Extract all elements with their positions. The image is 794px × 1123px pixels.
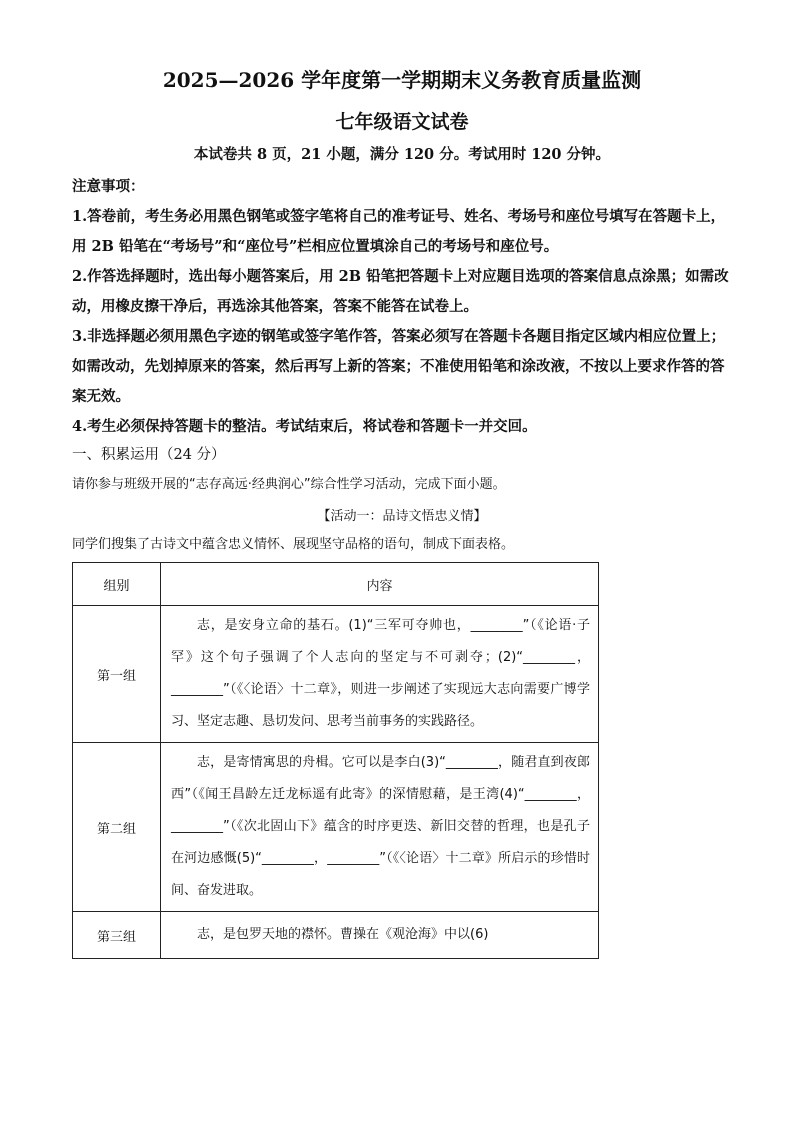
section-intro: 请你参与班级开展的“志存高远·经典润心”综合性学习活动，完成下面小题。 <box>72 477 506 492</box>
group-cell: 第三组 <box>73 912 161 959</box>
exam-subtitle: 七年级语文试卷 <box>335 111 469 133</box>
note-item: 3.非选择题必须用黑色字迹的钢笔或签字笔作答，答案必须写在答题卡各题目指定区域内相应位置上；如需改动，先划掉原来的答案，然后再写上新的答案；不准使用铅笔和涂改液，不按以上要求作答的答案无效。 <box>72 328 726 405</box>
group-cell: 第二组 <box>73 743 161 912</box>
header-content: 内容 <box>161 563 599 606</box>
exam-page <box>72 66 732 959</box>
exam-info: 本试卷共 8 页，21 小题，满分 120 分。考试用时 120 分钟。 <box>193 146 611 163</box>
table-row <box>73 743 599 912</box>
content-cell: 志，是安身立命的基石。(1)“三军可夺帅也，________”（《论语·子罕》这个句子强调了个人志向的坚定与不可剥夺；(2)“________，________”（《〈论语〉十二章》，则进一步阐述了实现远大志向需要广博学习、坚定志趣、恳切发问、思考当前事务的实践路径。 <box>161 606 599 743</box>
note-item: 4.考生必须保持答题卡的整洁。考试结束后，将试卷和答题卡一并交回。 <box>72 418 537 435</box>
notes-title: 注意事项： <box>72 178 145 195</box>
exam-title: 2025—2026 学年度第一学期期末义务教育质量监测 <box>162 68 642 92</box>
table-row <box>73 606 599 743</box>
content-cell: 志，是包罗天地的襟怀。曹操在《观沧海》中以(6) <box>161 912 599 959</box>
table-header-row <box>73 563 599 606</box>
group-cell: 第一组 <box>73 606 161 743</box>
collect-instruction: 同学们搜集了古诗文中蕴含忠义情怀、展现坚守品格的语句，制成下面表格。 <box>72 537 515 552</box>
table-row <box>73 912 599 959</box>
activity-title: 【活动一：品诗文悟忠义情】 <box>317 509 487 524</box>
section-heading: 一、积累运用（24 分） <box>72 447 226 463</box>
note-item: 1.答卷前，考生务必用黑色钢笔或签字笔将自己的准考证号、姓名、考场号和座位号填写在答题卡上，用 2B 铅笔在“考场号”和“座位号”栏相应位置填涂自己的考场号和座位号。 <box>72 208 726 255</box>
header-group: 组别 <box>73 563 161 606</box>
note-item: 2.作答选择题时，选出每小题答案后，用 2B 铅笔把答题卡上对应题目选项的答案信息点涂黑；如需改动，用橡皮擦干净后，再选涂其他答案，答案不能答在试卷上。 <box>72 268 729 315</box>
content-table <box>72 562 599 959</box>
content-cell: 志，是寄情寓思的舟楫。它可以是李白(3)“________，随君直到夜郎西”（《闻王昌龄左迁龙标遥有此寄》的深情慰藉，是王湾(4)“________，________”（《次北固山下》蕴含的时序更迭、新旧交替的哲理，也是孔子在河边感慨(5)“________，________”（《〈论语〉十二章》所启示的珍惜时间、奋发进取。 <box>161 743 599 912</box>
